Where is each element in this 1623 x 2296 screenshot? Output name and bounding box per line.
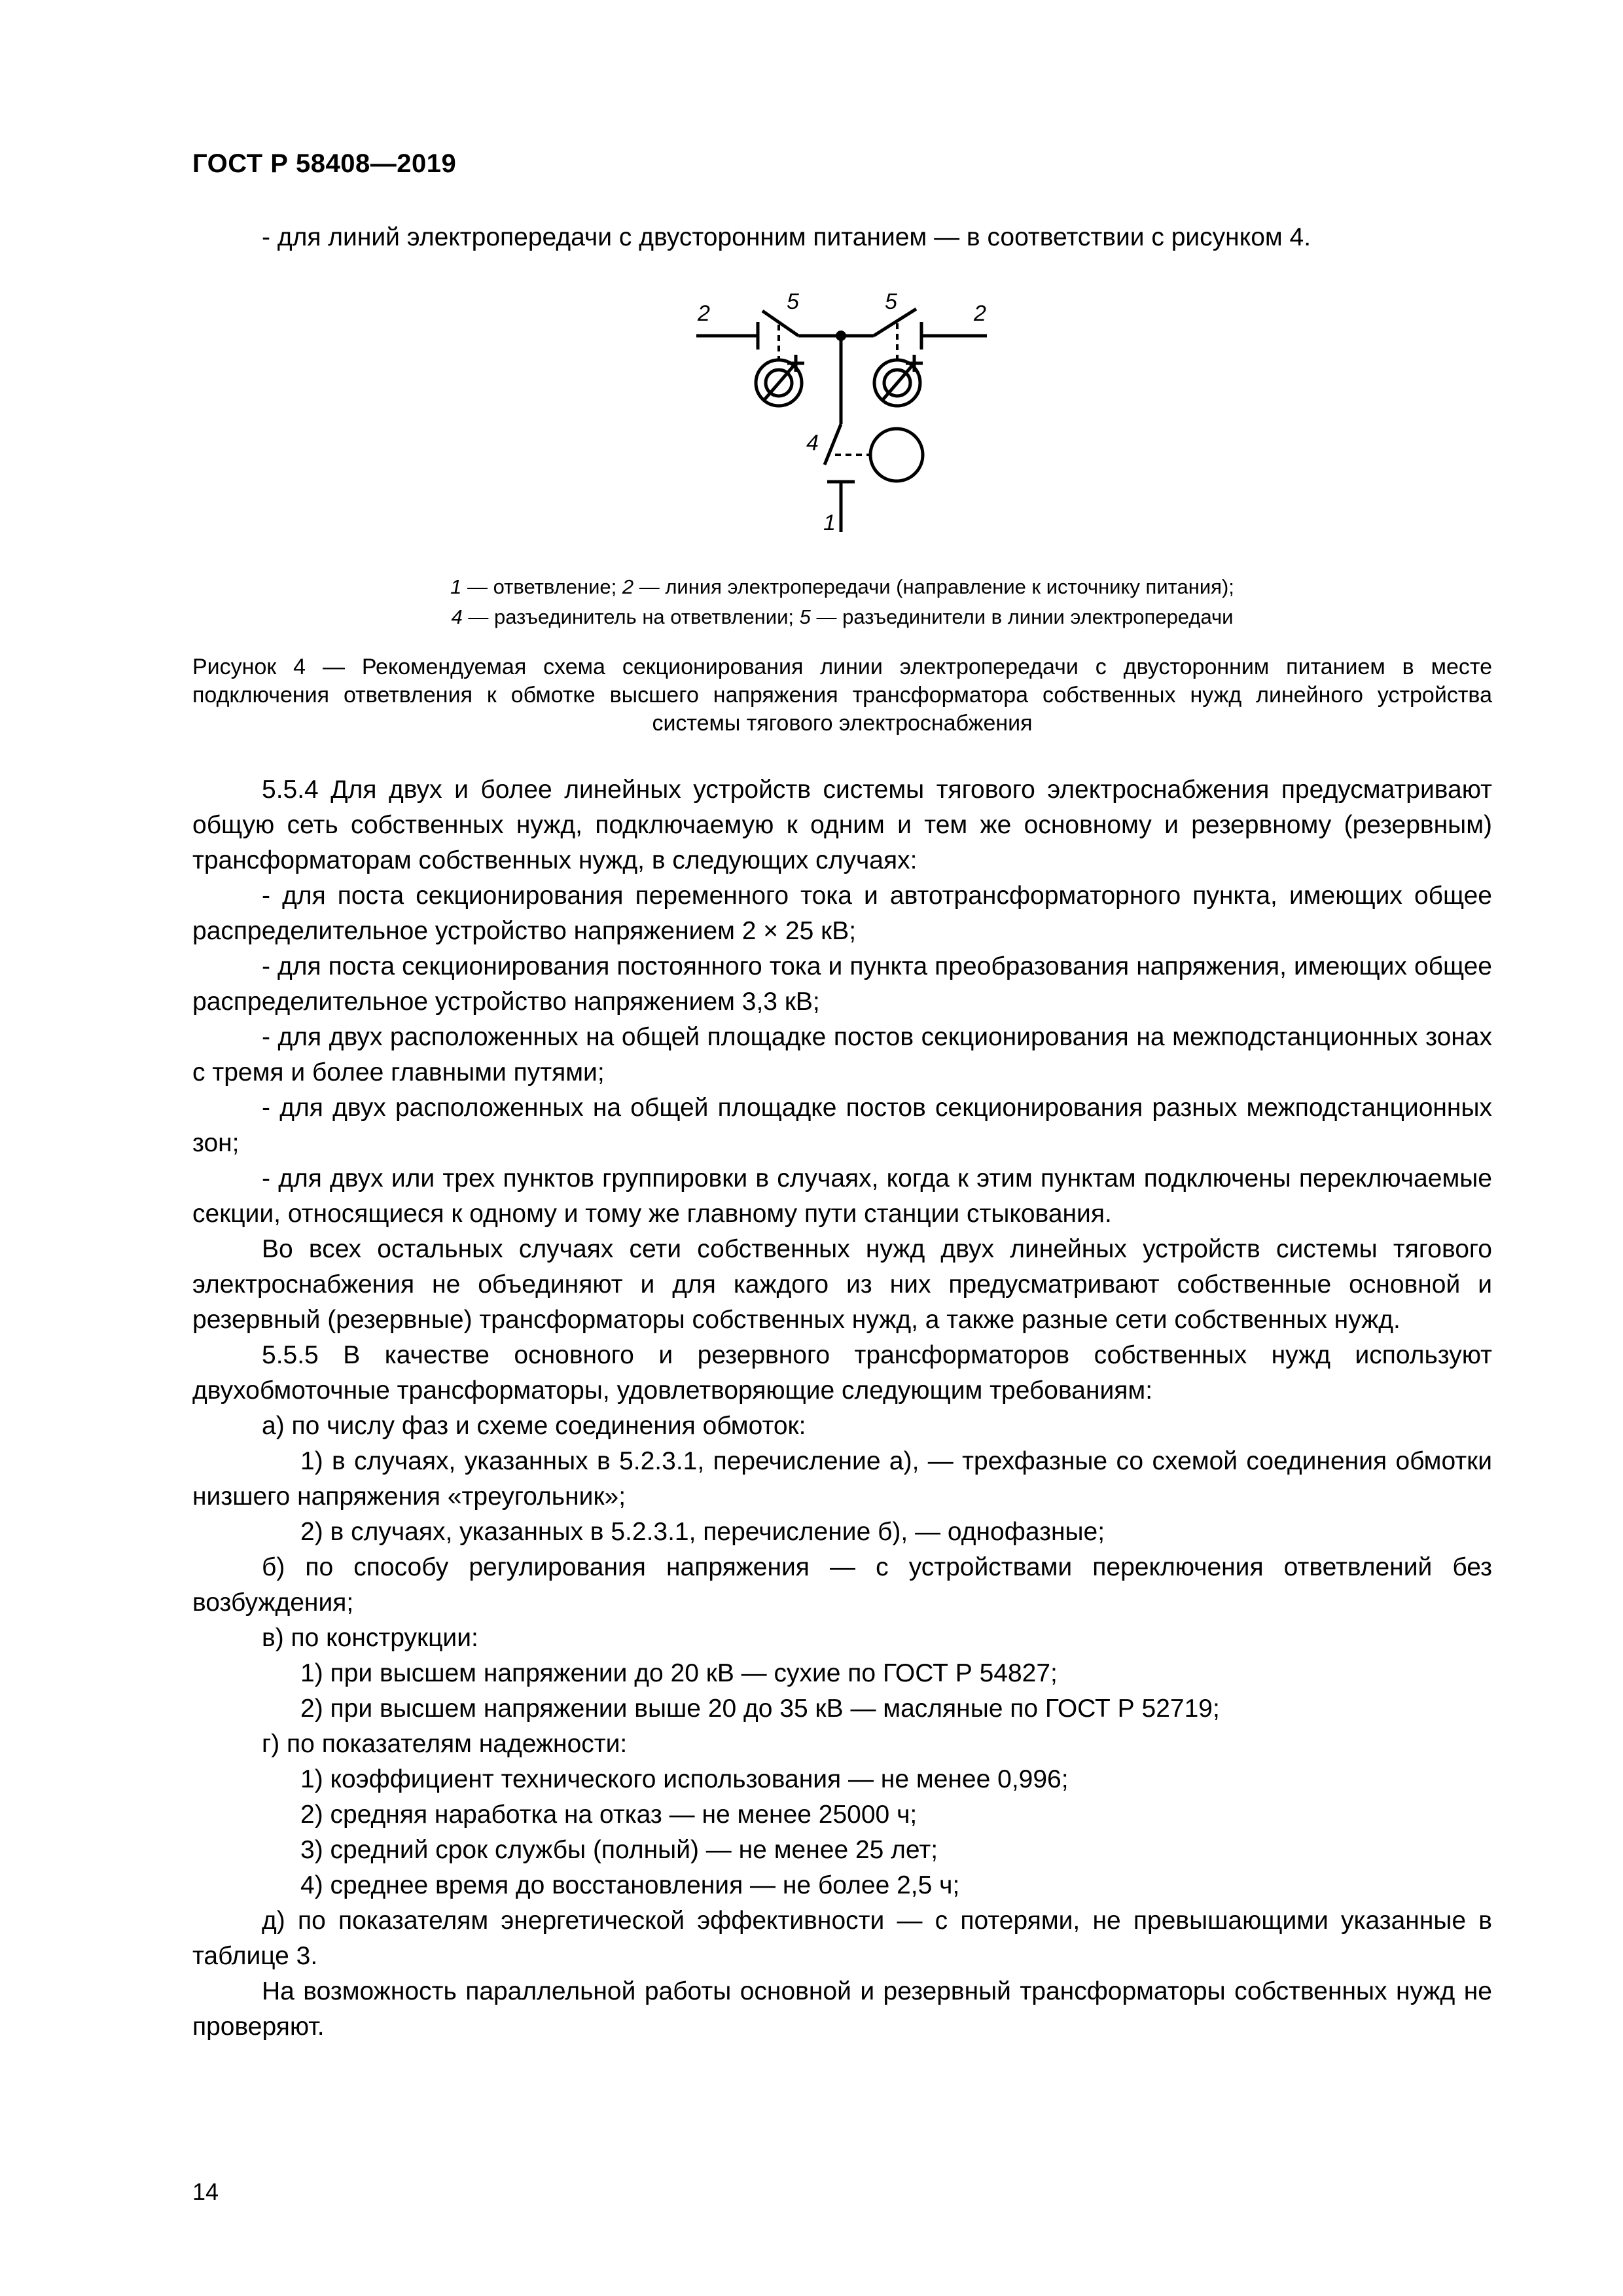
paragraph: - для поста секционирования постоянного тока и пункта преобразования напряжения, имеющих общее распределительное устройство напряжением 3,3 кВ; [192, 952, 1492, 1016]
tap-manual-drive [870, 429, 923, 481]
paragraph: б) по способу регулирования напряжения — с устройствами переключения ответвлений без возбуждения; [192, 1553, 1492, 1617]
paragraph: 5.5.5 В качестве основного и резервного трансформаторов собственных нужд используют двухобмоточные трансформаторы, удовлетворяющие следующим требованиям: [192, 1341, 1492, 1405]
label-line-left: 2 [698, 301, 710, 326]
figure-legend-line-1 [192, 572, 1492, 602]
paragraph: 1) при высшем напряжении до 20 кВ — сухие по ГОСТ Р 54827; [300, 1659, 1058, 1687]
paragraph: - для двух расположенных на общей площадке постов секционирования разных межподстанционных зон; [192, 1094, 1492, 1157]
legend-num: 2 [622, 575, 634, 598]
paragraph: 2) в случаях, указанных в 5.2.3.1, перечисление б), — однофазные; [300, 1518, 1105, 1546]
paragraph: д) по показателям энергетической эффективности — с потерями, не превышающими указанные в таблице 3. [192, 1907, 1492, 1970]
paragraph: 3) средний срок службы (полный) — не менее 25 лет; [300, 1836, 938, 1864]
legend-text: — разъединители в линии электропередачи [810, 605, 1234, 628]
intro-paragraph [192, 220, 1492, 255]
left-motor-drive [756, 355, 804, 406]
left-disconnector-blade [762, 311, 798, 336]
label-tap: 1 [823, 511, 836, 535]
paragraph: - для двух или трех пунктов группировки в случаях, когда к этим пунктам подключены переключаемые секции, относящиеся к одному и тому же главному пути станции стыкования. [192, 1164, 1492, 1228]
paragraph: 1) в случаях, указанных в 5.2.3.1, перечисление а), — трехфазные со схемой соединения обмотки низшего напряжения «треугольник»; [192, 1447, 1492, 1511]
figure-caption: Рисунок 4 — Рекомендуемая схема секционирования линии электропередачи с двусторонним питанием в месте подключения ответвления к обмотке высшего напряжения трансформатора собственных нужд линейного устройства системы тягового электроснабжения [192, 655, 1492, 736]
figure-legend-line-2 [192, 602, 1492, 632]
tap-disconnector-blade [825, 424, 841, 465]
legend-text: — линия электропередачи (направление к источнику питания); [633, 575, 1234, 598]
right-motor-drive [874, 355, 923, 406]
label-disconnector-left: 5 [787, 289, 799, 314]
paragraph: 2) средняя наработка на отказ — не менее 25000 ч; [300, 1801, 918, 1829]
label-disconnector-right: 5 [885, 289, 897, 314]
paragraph: - для двух расположенных на общей площадке постов секционирования на межподстанционных зонах с тремя и более главными путями; [192, 1023, 1492, 1086]
label-tap-disconnector: 4 [806, 431, 819, 456]
paragraph: 2) при высшем напряжении выше 20 до 35 кВ — масляные по ГОСТ Р 52719; [300, 1695, 1220, 1723]
intro-line: - для линий электропередачи с двусторонним питанием — в соответствии с рисунком 4. [262, 223, 1311, 251]
legend-text: — разъединитель на ответвлении; [462, 605, 800, 628]
page-number: 14 [192, 2178, 219, 2205]
sectioning-diagram [687, 287, 1014, 542]
legend-num: 1 [450, 575, 462, 598]
paragraph: а) по числу фаз и схеме соединения обмоток: [262, 1412, 806, 1440]
paragraph: На возможность параллельной работы основной и резервный трансформаторы собственных нужд не проверяют. [192, 1977, 1492, 2041]
paragraph: 1) коэффициент технического использования — не менее 0,996; [300, 1765, 1069, 1793]
legend-num: 5 [799, 605, 811, 628]
paragraph: Во всех остальных случаях сети собственных нужд двух линейных устройств системы тягового электроснабжения не объединяют и для каждого из них предусматривают собственные основной и резервный (резервные) трансформаторы собственных нужд, а также разные сети собственных нужд. [192, 1235, 1492, 1334]
junction-node [836, 331, 846, 341]
legend-text: — ответвление; [461, 575, 622, 598]
legend-num: 4 [451, 605, 463, 628]
paragraph: в) по конструкции: [262, 1624, 478, 1652]
standard-header: ГОСТ Р 58408—2019 [192, 149, 457, 178]
label-line-right: 2 [974, 301, 986, 326]
paragraph: 5.5.4 Для двух и более линейных устройств системы тягового электроснабжения предусматривают общую сеть собственных нужд, подключаемую к одним и тем же основному и резервному (резервным) трансформаторам собственных нужд, в следующих случаях: [192, 776, 1492, 874]
paragraph: - для поста секционирования переменного тока и автотрансформаторного пункта, имеющих общее распределительное устройство напряжением 2 × 25 кВ; [192, 882, 1492, 945]
paragraph: г) по показателям надежности: [262, 1730, 628, 1758]
paragraph: 4) среднее время до восстановления — не более 2,5 ч; [300, 1871, 960, 1899]
main-text [192, 772, 1492, 2045]
